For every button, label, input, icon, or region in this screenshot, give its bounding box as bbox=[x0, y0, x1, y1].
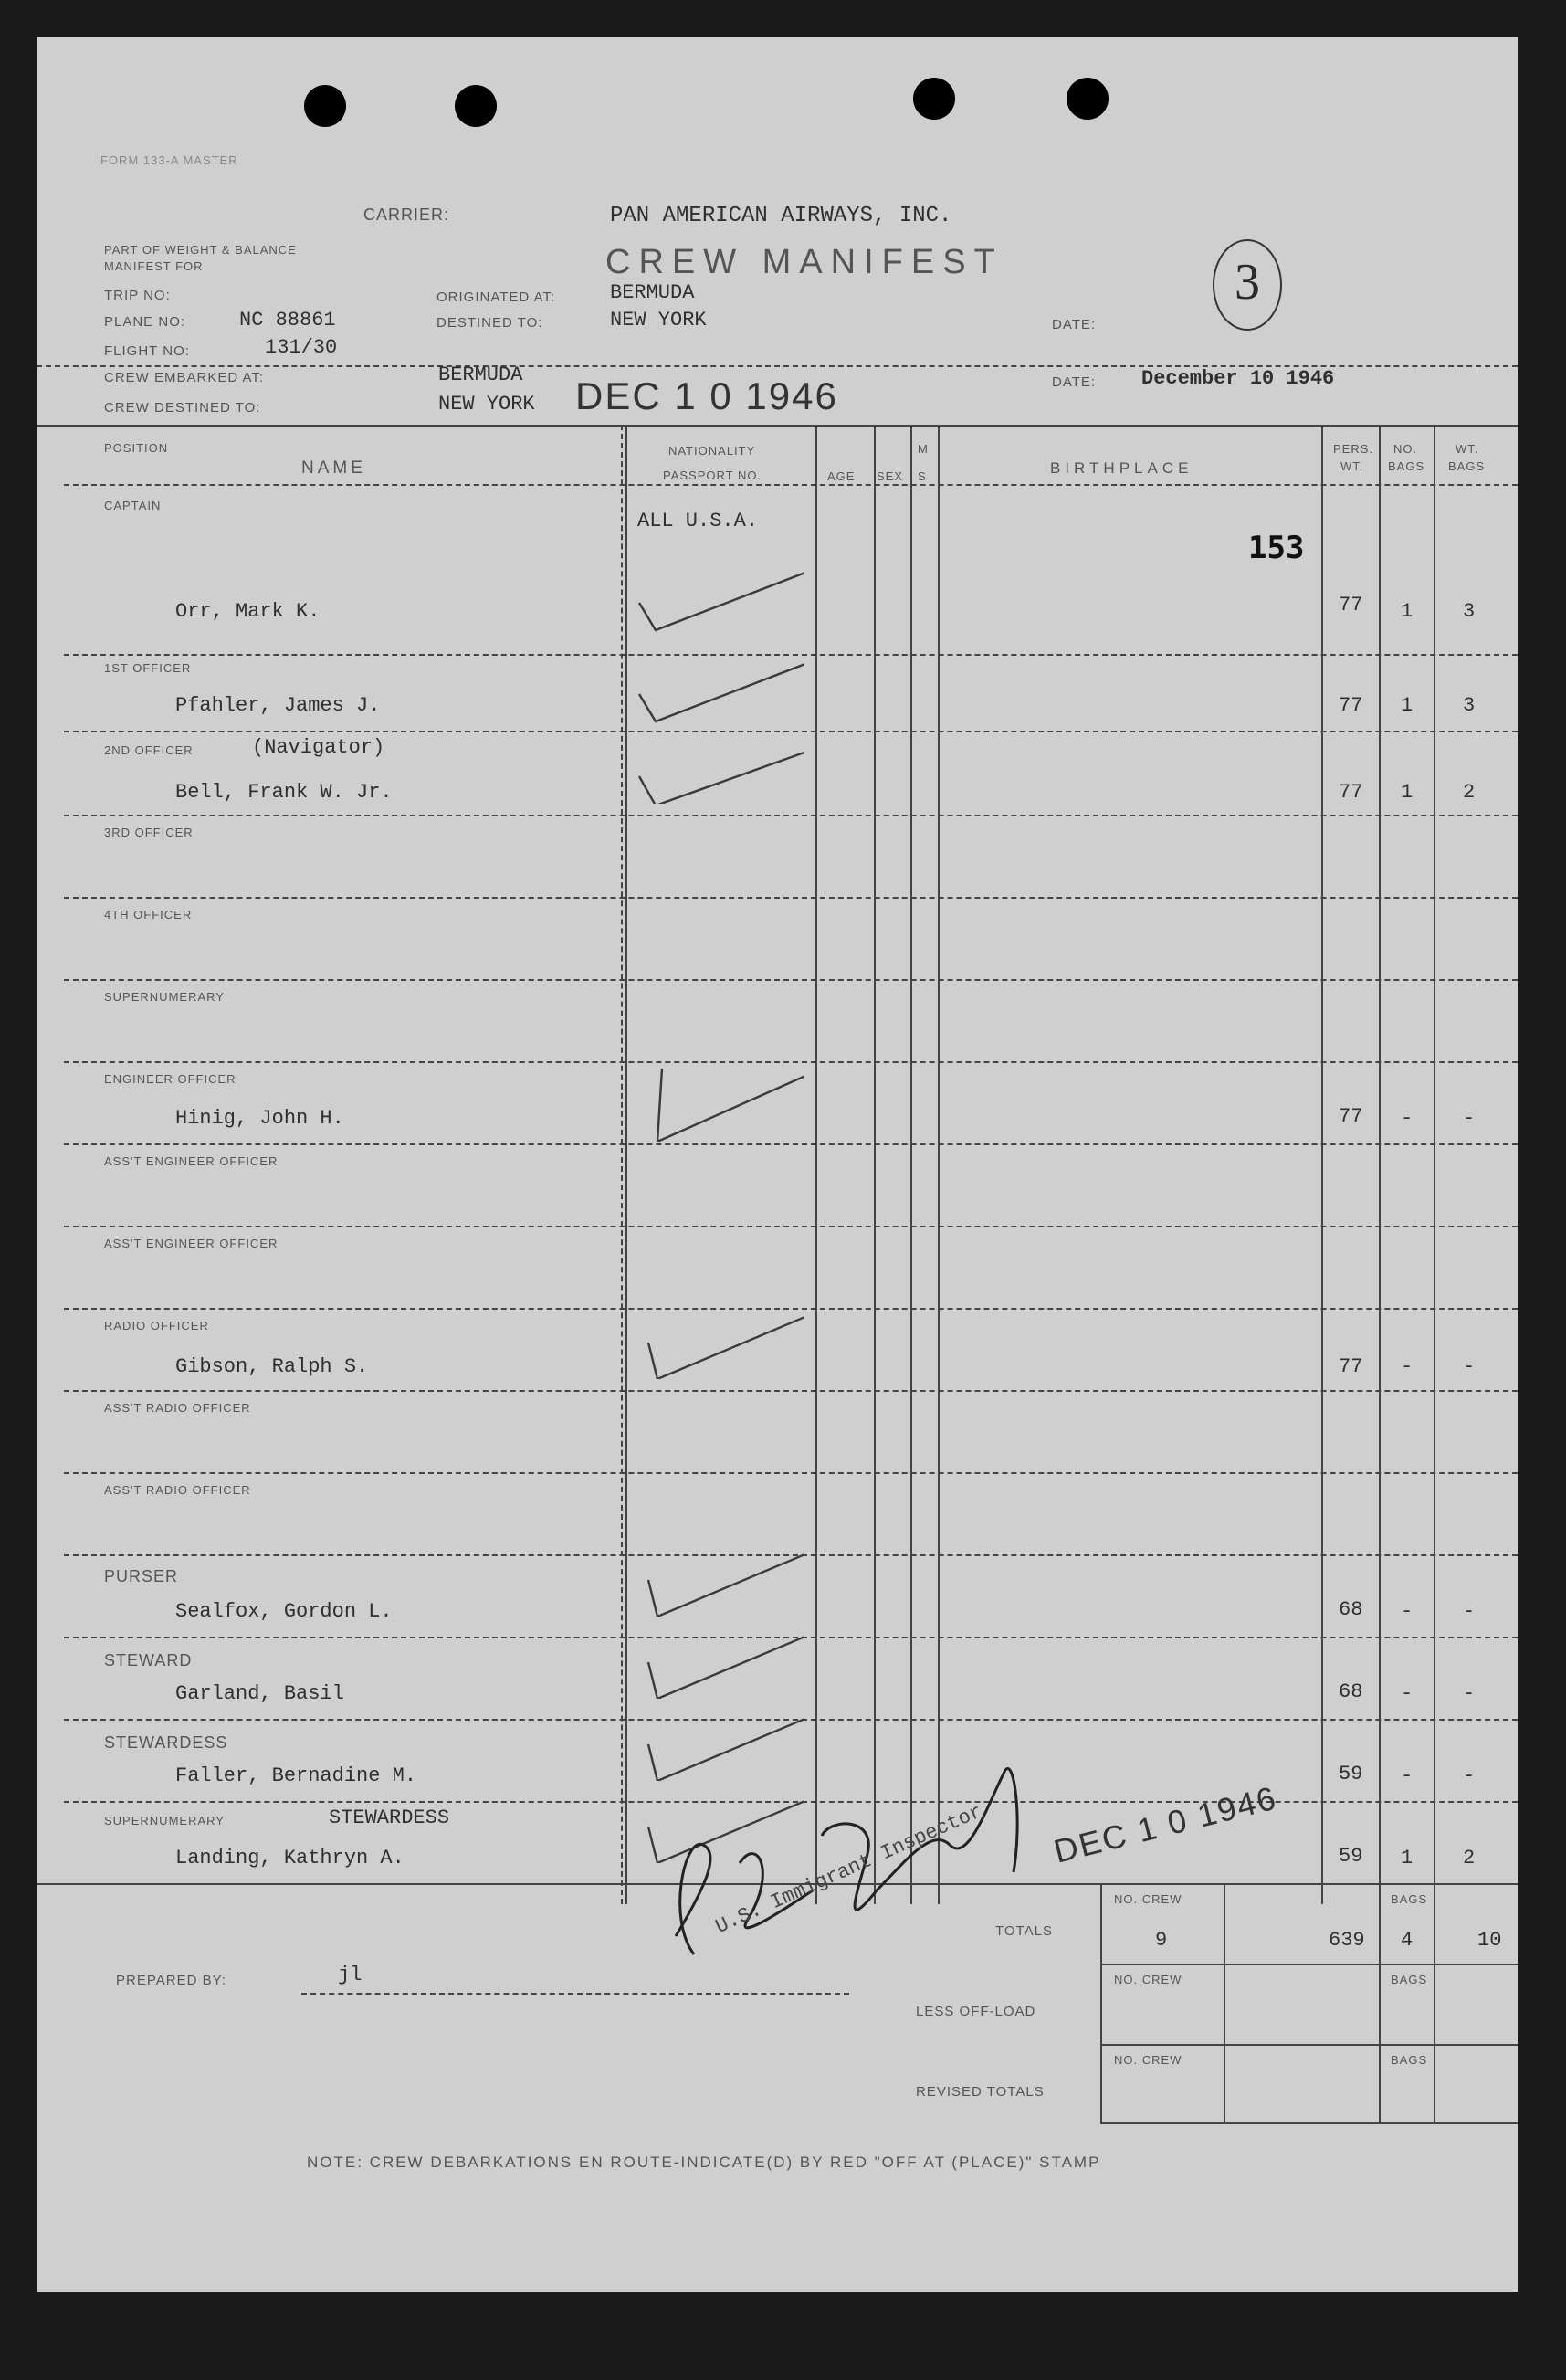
check-mark-icon bbox=[621, 1626, 804, 1699]
row-wt-bags: - bbox=[1463, 1107, 1476, 1130]
row-bags: - bbox=[1401, 1600, 1414, 1623]
prepared-by-value: jl bbox=[338, 1964, 363, 1986]
row-name: Garland, Basil bbox=[175, 1682, 344, 1705]
destined-label: DESTINED TO: bbox=[436, 315, 543, 331]
row-position: 3RD OFFICER bbox=[104, 826, 194, 839]
footer-note: NOTE: CREW DEBARKATIONS EN ROUTE-INDICATE(D) BY RED "OFF AT (PLACE)" STAMP bbox=[307, 2154, 1101, 2171]
row-bags: - bbox=[1401, 1355, 1414, 1378]
row-position: SUPERNUMERARY bbox=[104, 1814, 225, 1827]
row-pers-wt: 59 bbox=[1339, 1845, 1363, 1868]
col-birthplace: BIRTHPLACE bbox=[1050, 459, 1193, 477]
flight-no-value: 131/30 bbox=[265, 336, 338, 359]
row-position: STEWARDESS bbox=[104, 1733, 228, 1752]
row-pers-wt: 77 bbox=[1339, 1105, 1363, 1128]
col-age: AGE bbox=[827, 469, 856, 483]
check-mark-icon bbox=[621, 566, 804, 639]
row-wt-bags: 3 bbox=[1463, 694, 1476, 717]
col-ms-s: S bbox=[918, 469, 927, 483]
row-name: Hinig, John H. bbox=[175, 1107, 344, 1130]
row-position: 2ND OFFICER bbox=[104, 743, 194, 757]
form-number: FORM 133-A MASTER bbox=[100, 153, 238, 167]
row-wt-bags: - bbox=[1463, 1682, 1476, 1705]
row-position-note: (Navigator) bbox=[252, 736, 385, 759]
plane-no-value: NC 88861 bbox=[239, 309, 336, 332]
bags-label: BAGS bbox=[1391, 2053, 1428, 2067]
row-pers-wt: 77 bbox=[1339, 1355, 1363, 1378]
nationality-all: ALL U.S.A. bbox=[637, 510, 759, 532]
col-no-bags: NO. bbox=[1393, 442, 1418, 456]
row-position: CAPTAIN bbox=[104, 499, 162, 512]
row-position-note: STEWARDESS bbox=[329, 1806, 450, 1829]
manifest-number: 153 bbox=[1248, 530, 1305, 566]
punch-hole bbox=[304, 85, 346, 127]
originated-label: ORIGINATED AT: bbox=[436, 290, 556, 305]
inspector-stamp: U.S. Immigrant Inspector bbox=[712, 1800, 986, 1939]
check-mark-icon bbox=[621, 1069, 804, 1142]
bags-label: BAGS bbox=[1391, 1973, 1428, 1986]
row-position: 1ST OFFICER bbox=[104, 661, 192, 675]
totals-wt-bags: 10 bbox=[1477, 1929, 1502, 1952]
col-pers-wt: PERS. bbox=[1333, 442, 1374, 456]
row-pers-wt: 77 bbox=[1339, 781, 1363, 804]
date-label: DATE: bbox=[1052, 317, 1097, 332]
page-title: CREW MANIFEST bbox=[605, 243, 1004, 281]
row-wt-bags: 3 bbox=[1463, 600, 1476, 623]
row-wt-bags: 2 bbox=[1463, 1847, 1476, 1869]
row-name: Bell, Frank W. Jr. bbox=[175, 781, 393, 804]
trip-no-label: TRIP NO: bbox=[104, 288, 171, 303]
originated-value: BERMUDA bbox=[610, 281, 695, 304]
col-passport: PASSPORT NO. bbox=[663, 469, 762, 482]
row-position: SUPERNUMERARY bbox=[104, 990, 225, 1004]
row-position: 4TH OFFICER bbox=[104, 908, 193, 921]
part-of-label-2: MANIFEST FOR bbox=[104, 259, 204, 273]
row-pers-wt: 68 bbox=[1339, 1598, 1363, 1621]
row-name: Landing, Kathryn A. bbox=[175, 1847, 405, 1869]
row-pers-wt: 77 bbox=[1339, 594, 1363, 616]
row-position: ASS'T ENGINEER OFFICER bbox=[104, 1237, 279, 1250]
totals-weight: 639 bbox=[1329, 1929, 1365, 1952]
row-name: Pfahler, James J. bbox=[175, 694, 381, 717]
check-mark-icon bbox=[621, 1543, 804, 1617]
row-pers-wt: 68 bbox=[1339, 1680, 1363, 1703]
plane-no-label: PLANE NO: bbox=[104, 314, 186, 330]
row-pers-wt: 59 bbox=[1339, 1763, 1363, 1785]
totals-crew: 9 bbox=[1155, 1929, 1168, 1952]
row-position: PURSER bbox=[104, 1567, 179, 1585]
col-ms-m: M bbox=[918, 442, 929, 456]
row-name: Orr, Mark K. bbox=[175, 600, 321, 623]
col-no-bags-2: BAGS bbox=[1388, 459, 1425, 473]
no-crew-label: NO. CREW bbox=[1114, 1973, 1182, 1986]
flight-no-label: FLIGHT NO: bbox=[104, 343, 190, 359]
row-name: Faller, Bernadine M. bbox=[175, 1764, 417, 1787]
col-sex: SEX bbox=[877, 469, 904, 483]
check-mark-icon bbox=[621, 658, 804, 731]
row-bags: - bbox=[1401, 1107, 1414, 1130]
crew-embarked-label: CREW EMBARKED AT: bbox=[104, 370, 265, 385]
totals-bags: 4 bbox=[1401, 1929, 1414, 1952]
row-position: ASS'T RADIO OFFICER bbox=[104, 1401, 251, 1415]
row-wt-bags: 2 bbox=[1463, 781, 1476, 804]
totals-label: TOTALS bbox=[995, 1923, 1053, 1939]
destined-value: NEW YORK bbox=[610, 309, 707, 332]
col-wt-bags: WT. bbox=[1456, 442, 1479, 456]
row-position: ENGINEER OFFICER bbox=[104, 1072, 236, 1086]
col-nationality: NATIONALITY bbox=[668, 444, 756, 458]
check-mark-icon bbox=[621, 731, 804, 804]
row-pers-wt: 77 bbox=[1339, 694, 1363, 717]
row-bags: 1 bbox=[1401, 1847, 1414, 1869]
crew-embarked-value: BERMUDA bbox=[438, 363, 523, 386]
row-position: STEWARD bbox=[104, 1651, 193, 1669]
date2-label: DATE: bbox=[1052, 374, 1097, 390]
col-name: NAME bbox=[301, 458, 366, 478]
row-position: ASS'T RADIO OFFICER bbox=[104, 1483, 251, 1497]
no-crew-label: NO. CREW bbox=[1114, 2053, 1182, 2067]
col-pers-wt-2: WT. bbox=[1340, 459, 1364, 473]
crew-destined-value: NEW YORK bbox=[438, 393, 535, 416]
part-of-label: PART OF WEIGHT & BALANCE bbox=[104, 243, 297, 257]
row-bags: 1 bbox=[1401, 694, 1414, 717]
check-mark-icon bbox=[621, 1306, 804, 1379]
row-bags: - bbox=[1401, 1764, 1414, 1787]
row-bags: 1 bbox=[1401, 781, 1414, 804]
inspector-date-stamp: DEC 1 0 1946 bbox=[1050, 1778, 1281, 1870]
row-position: ASS'T ENGINEER OFFICER bbox=[104, 1154, 279, 1168]
bags-label: BAGS bbox=[1391, 1892, 1428, 1906]
page-mark: 3 bbox=[1213, 239, 1282, 331]
date2-value: December 10 1946 bbox=[1141, 367, 1335, 390]
row-wt-bags: - bbox=[1463, 1600, 1476, 1623]
row-name: Gibson, Ralph S. bbox=[175, 1355, 369, 1378]
row-position: RADIO OFFICER bbox=[104, 1319, 209, 1332]
row-name: Sealfox, Gordon L. bbox=[175, 1600, 393, 1623]
punch-hole bbox=[455, 85, 497, 127]
carrier-label: CARRIER: bbox=[363, 205, 450, 224]
punch-hole bbox=[913, 78, 955, 120]
row-bags: - bbox=[1401, 1682, 1414, 1705]
no-crew-label: NO. CREW bbox=[1114, 1892, 1182, 1906]
manifest-page bbox=[37, 37, 1518, 2292]
prepared-by-label: PREPARED BY: bbox=[116, 1973, 226, 1988]
date-stamp: DEC 1 0 1946 bbox=[575, 374, 838, 417]
row-bags: 1 bbox=[1401, 600, 1414, 623]
less-offload-label: LESS OFF-LOAD bbox=[916, 2004, 1036, 2019]
revised-totals-label: REVISED TOTALS bbox=[916, 2084, 1045, 2100]
col-position: POSITION bbox=[104, 441, 169, 455]
carrier-value: PAN AMERICAN AIRWAYS, INC. bbox=[610, 204, 952, 228]
crew-destined-label: CREW DESTINED TO: bbox=[104, 400, 261, 416]
row-wt-bags: - bbox=[1463, 1355, 1476, 1378]
col-wt-bags-2: BAGS bbox=[1448, 459, 1486, 473]
row-wt-bags: - bbox=[1463, 1764, 1476, 1787]
punch-hole bbox=[1067, 78, 1109, 120]
